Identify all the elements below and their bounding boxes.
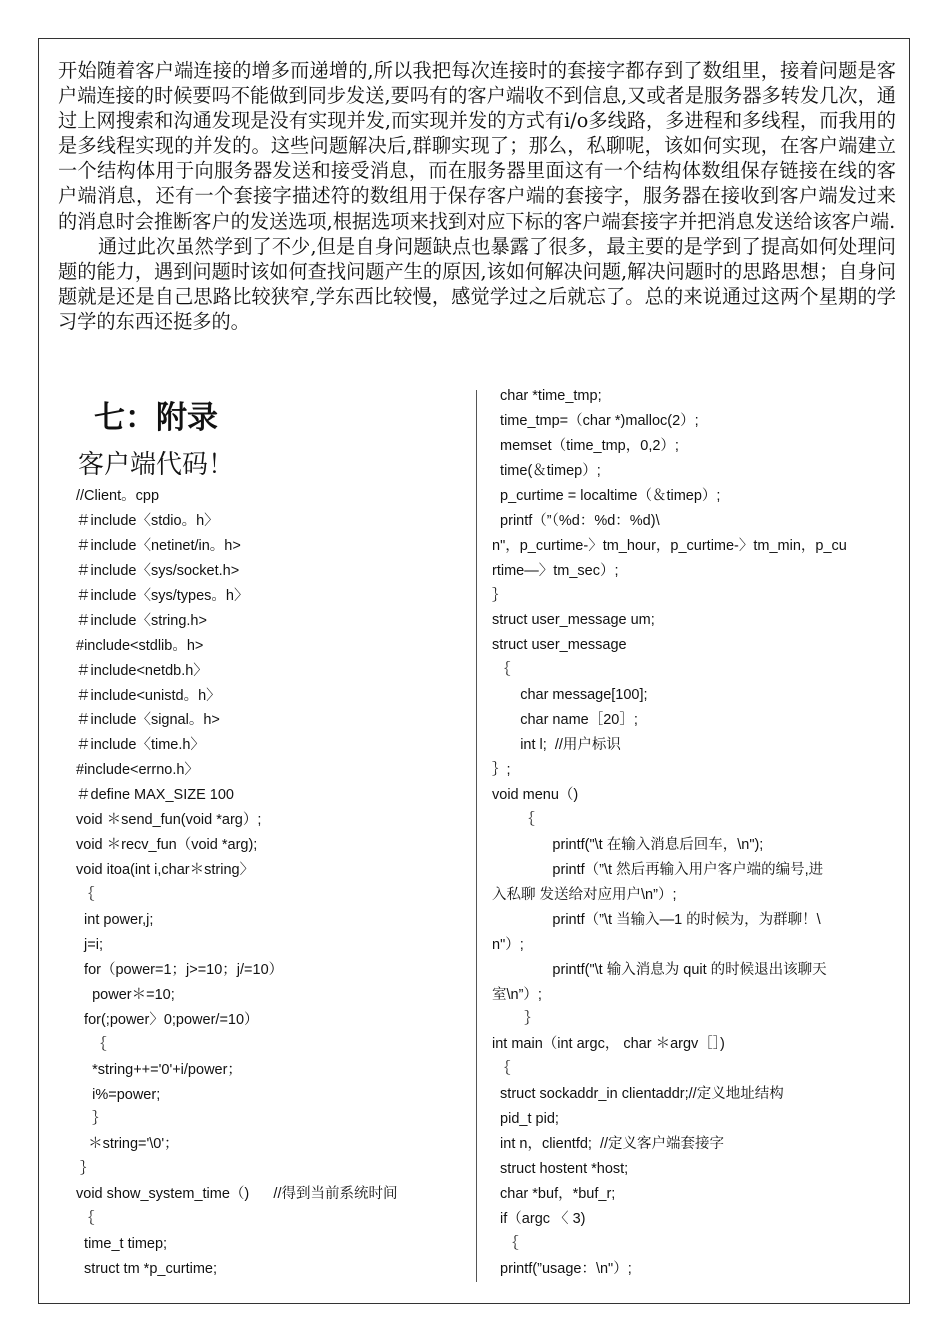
code-line: ＃include〈netinet/in。h> — [76, 537, 241, 554]
code-line: ＃include<unistd。h〉 — [76, 687, 221, 704]
code-line: ＃include〈stdio。h〉 — [76, 512, 219, 529]
paragraph-2: 通过此次虽然学到了不少,但是自身问题缺点也暴露了很多，最主要的是学到了提高如何处理问题的能力，遇到问题时该如何查找问题产生的原因,该如何解决问题,解决问题时的思路思想；自身问题就是还是自己思路比较狭窄,学东西比较慢，感觉学过之后就忘了。总的来说通过这两个星期的学习学的东西还挺多的。 — [58, 234, 896, 333]
code-line: ＃include〈signal。h> — [76, 712, 220, 729]
code-line: printf("\t 在输入消息后回车，\n"); — [492, 836, 764, 853]
code-line: i%=power; — [76, 1086, 161, 1103]
code-line: ＃define MAX_SIZE 100 — [76, 787, 234, 804]
section-heading-appendix: 七：附录 — [94, 400, 218, 436]
code-line: struct user_message um; — [492, 612, 655, 629]
code-line: ｛ — [492, 662, 511, 679]
code-line: ｛ — [76, 1036, 107, 1053]
code-line: for（power=1；j>=10；j/=10） — [76, 961, 284, 978]
paragraph-1: 开始随着客户端连接的增多而递增的,所以我把每次连接时的套接字都存到了数组里，接着问题是客户端连接的时候要吗不能做到同步发送,要吗有的客户端收不到信息,又或者是服务器多转发几次，通过上网搜索和沟通发现是没有实现并发,而实现并发的方式有i/o多线路，多进程和多线程，而我用的是多线程实现的并发的。这些问题解决后,群聊实现了；那么，私聊呢，该如何实现，在客户端建立一个结构体用于向服务器发送和接受消息，而在服务器里面这有一个结构体数组保存链接在线的客户端消息，还有一个套接字描述符的数组用于保存客户端的套接字，服务器在接收到客户端发过来的消息时会推断客户的发送选项,根据选项来找到对应下标的客户端套接字并把消息发送给该客户端. — [58, 59, 896, 233]
code-line: //Client。cpp — [76, 488, 160, 504]
code-line: ｛ — [492, 1061, 511, 1078]
code-line: *string++='0'+i/power； — [76, 1061, 242, 1078]
body-text — [58, 58, 896, 334]
code-line: if（argc 〈 3) — [492, 1210, 586, 1227]
code-line: ＃include〈sys/types。h〉 — [76, 587, 249, 604]
code-line: void menu（) — [492, 787, 579, 803]
code-line: struct tm *p_curtime; — [76, 1261, 218, 1278]
code-line: printf(”usage：\n"）; — [492, 1260, 632, 1277]
code-line: void show_system_time（) //得到当前系统时间 — [76, 1186, 398, 1203]
code-line: ＃include〈string.h> — [76, 612, 207, 629]
code-line: memset（time_tmp，0,2）; — [492, 437, 679, 454]
code-line: int main（int argc， char ＊argv［］) — [492, 1036, 725, 1053]
code-line: pid_t pid; — [492, 1111, 559, 1128]
code-line: printf("\t 输入消息为 quit 的时候退出该聊天 — [492, 961, 827, 978]
code-line: for(;power〉0;power/=10） — [76, 1011, 259, 1028]
code-line: ＊string='\0'； — [76, 1136, 179, 1153]
code-line: power＊=10; — [76, 986, 175, 1003]
code-line: int power,j; — [76, 911, 154, 928]
code-line: struct hostent *host; — [492, 1161, 629, 1178]
code-line: time_t timep; — [76, 1236, 168, 1253]
code-line: ｝ — [492, 587, 507, 604]
sub-heading-client-code: 客户端代码！ — [78, 450, 235, 480]
code-line: struct sockaddr_in clientaddr;//定义地址结构 — [492, 1086, 784, 1103]
code-line: ｛ — [76, 1211, 95, 1228]
code-line: #include<stdlib。h> — [76, 637, 204, 654]
code-line: int l; //用户标识 — [492, 737, 621, 754]
code-line: ＃include〈sys/socket.h> — [76, 562, 240, 579]
code-line: char name［20］; — [492, 712, 638, 729]
code-line: printf（”\t 然后再输入用户客户端的编号,进 — [492, 861, 824, 878]
code-line: printf（”（%d：%d：%d)\ — [492, 512, 660, 529]
code-line: ｝ — [76, 1161, 95, 1178]
code-line: #include<errno.h〉 — [76, 762, 199, 779]
code-line: printf（”\t 当输入—1 的时候为，为群聊！\ — [492, 911, 821, 928]
code-line: struct user_message — [492, 637, 627, 654]
code-line: ｝ — [76, 1111, 107, 1128]
code-line: char *time_tmp; — [492, 388, 602, 404]
code-line: void ＊send_fun(void *arg）; — [76, 812, 262, 829]
code-listing-right — [492, 384, 847, 1282]
code-line: char *buf，*buf_r; — [492, 1186, 616, 1202]
code-line: ＃include〈time.h〉 — [76, 737, 205, 754]
code-line: void itoa(int i,char＊string〉 — [76, 862, 255, 879]
code-line: void ＊recv_fun（void *arg); — [76, 837, 258, 854]
code-line: 室\n”）; — [492, 986, 542, 1003]
code-line: time_tmp=（char *)malloc(2）; — [492, 412, 699, 429]
code-line: int n，clientfd; //定义客户端套接字 — [492, 1136, 725, 1153]
code-line: ｝ — [492, 1011, 539, 1028]
code-line: j=i; — [76, 936, 103, 953]
code-line: time(＆timep）; — [492, 462, 601, 479]
code-line: 入私聊 发送给对应用户\n”）; — [492, 886, 677, 903]
code-line: rtime—〉tm_sec）; — [492, 562, 619, 579]
code-line: p_curtime = localtime（＆timep）; — [492, 487, 721, 504]
code-line: ｛ — [492, 1235, 519, 1252]
code-line: n"，p_curtime-〉tm_hour，p_curtime-〉tm_min，p_cu — [492, 537, 847, 554]
code-line: ｝; — [492, 762, 511, 779]
column-divider — [476, 390, 477, 1282]
code-line: char message[100]; — [492, 687, 648, 704]
code-line: ｛ — [76, 887, 95, 903]
code-line: ＃include<netdb.h〉 — [76, 662, 208, 679]
code-listing-left — [76, 484, 397, 1282]
code-line: n"）; — [492, 936, 524, 953]
code-line: ｛ — [492, 811, 535, 828]
